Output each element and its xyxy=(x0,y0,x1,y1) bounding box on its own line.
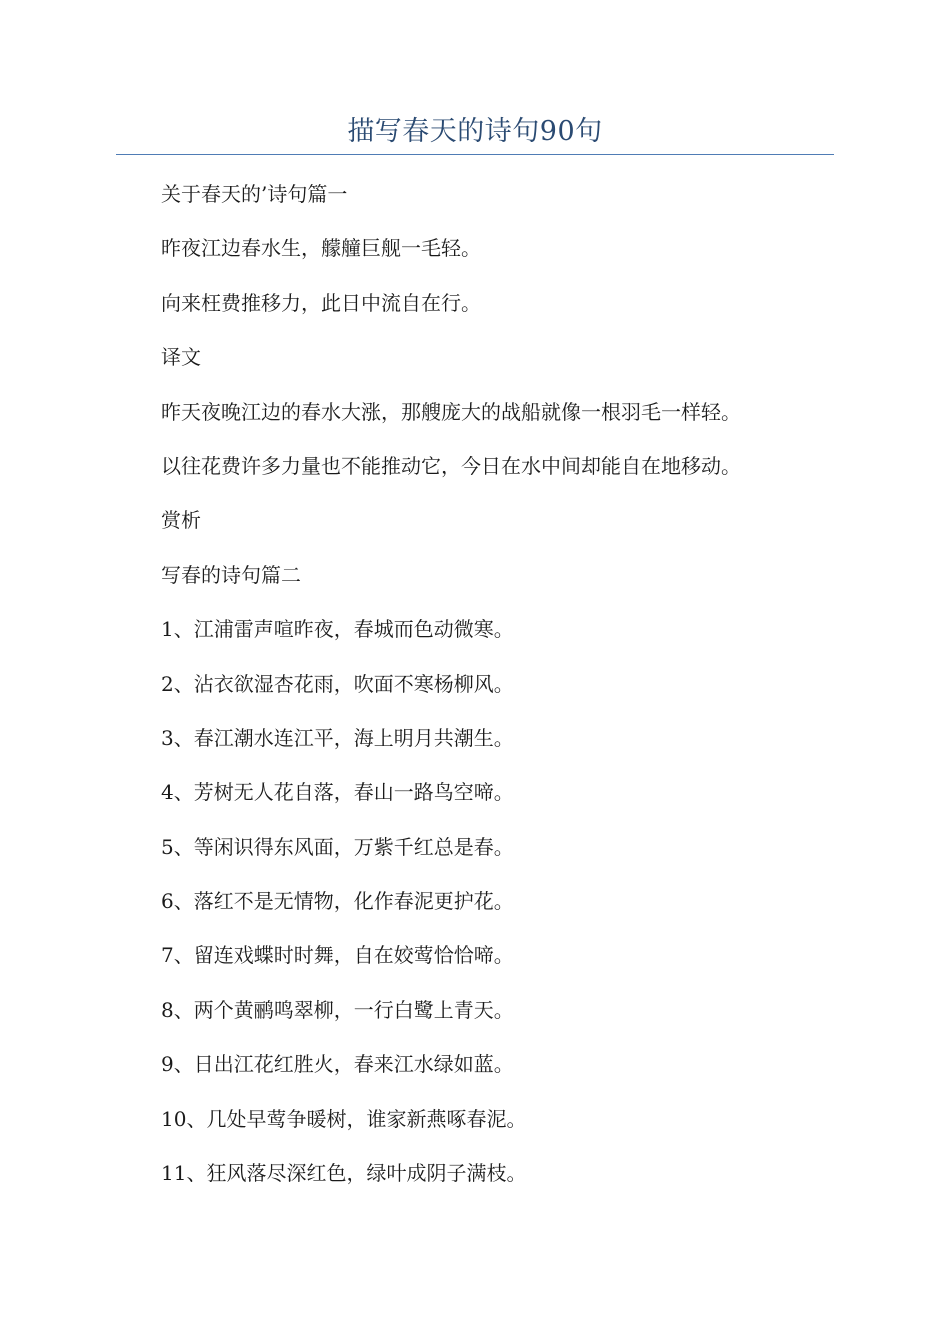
translation-line: 以往花费许多力量也不能推动它，今日在水中间却能自在地移动。 xyxy=(161,453,741,478)
list-item: 8、两个黄鹂鸣翠柳，一行白鹭上青天。 xyxy=(161,997,514,1022)
section-heading: 关于春天的’诗句篇一 xyxy=(161,182,348,206)
list-item: 9、日出江花红胜火，春来江水绿如蓝。 xyxy=(161,1052,514,1077)
list-item: 1、江浦雷声喧昨夜，春城而色动微寒。 xyxy=(161,617,514,642)
list-item: 10、几处早莺争暖树，谁家新燕啄春泥。 xyxy=(161,1106,527,1131)
list-item: 2、沾衣欲湿杏花雨，吹面不寒杨柳风。 xyxy=(161,671,514,696)
subheading-appreciation: 赏析 xyxy=(161,508,201,533)
list-item: 5、等闲识得东风面，万紫千红总是春。 xyxy=(161,834,514,859)
poem-line: 昨夜江边春水生，艨艟巨舰一毛轻。 xyxy=(161,236,481,261)
document-title: 描写春天的诗句90句 xyxy=(347,116,603,147)
section-heading: 写春的诗句篇二 xyxy=(161,562,301,587)
document-body xyxy=(161,176,841,1209)
translation-line: 昨天夜晚江边的春水大涨，那艘庞大的战船就像一根羽毛一样轻。 xyxy=(161,399,741,424)
list-item: 7、留连戏蝶时时舞，自在姣莺恰恰啼。 xyxy=(161,943,514,968)
list-item: 3、春江潮水连江平，海上明月共潮生。 xyxy=(161,725,514,750)
title-underline xyxy=(116,154,834,155)
poem-line: 向来枉费推移力，此日中流自在行。 xyxy=(161,290,481,315)
subheading-translation: 译文 xyxy=(161,345,201,370)
list-item: 11、狂风落尽深红色，绿叶成阴子满枝。 xyxy=(161,1161,527,1186)
list-item: 6、落红不是无情物，化作春泥更护花。 xyxy=(161,889,514,914)
list-item: 4、芳树无人花自落，春山一路鸟空啼。 xyxy=(161,780,514,805)
